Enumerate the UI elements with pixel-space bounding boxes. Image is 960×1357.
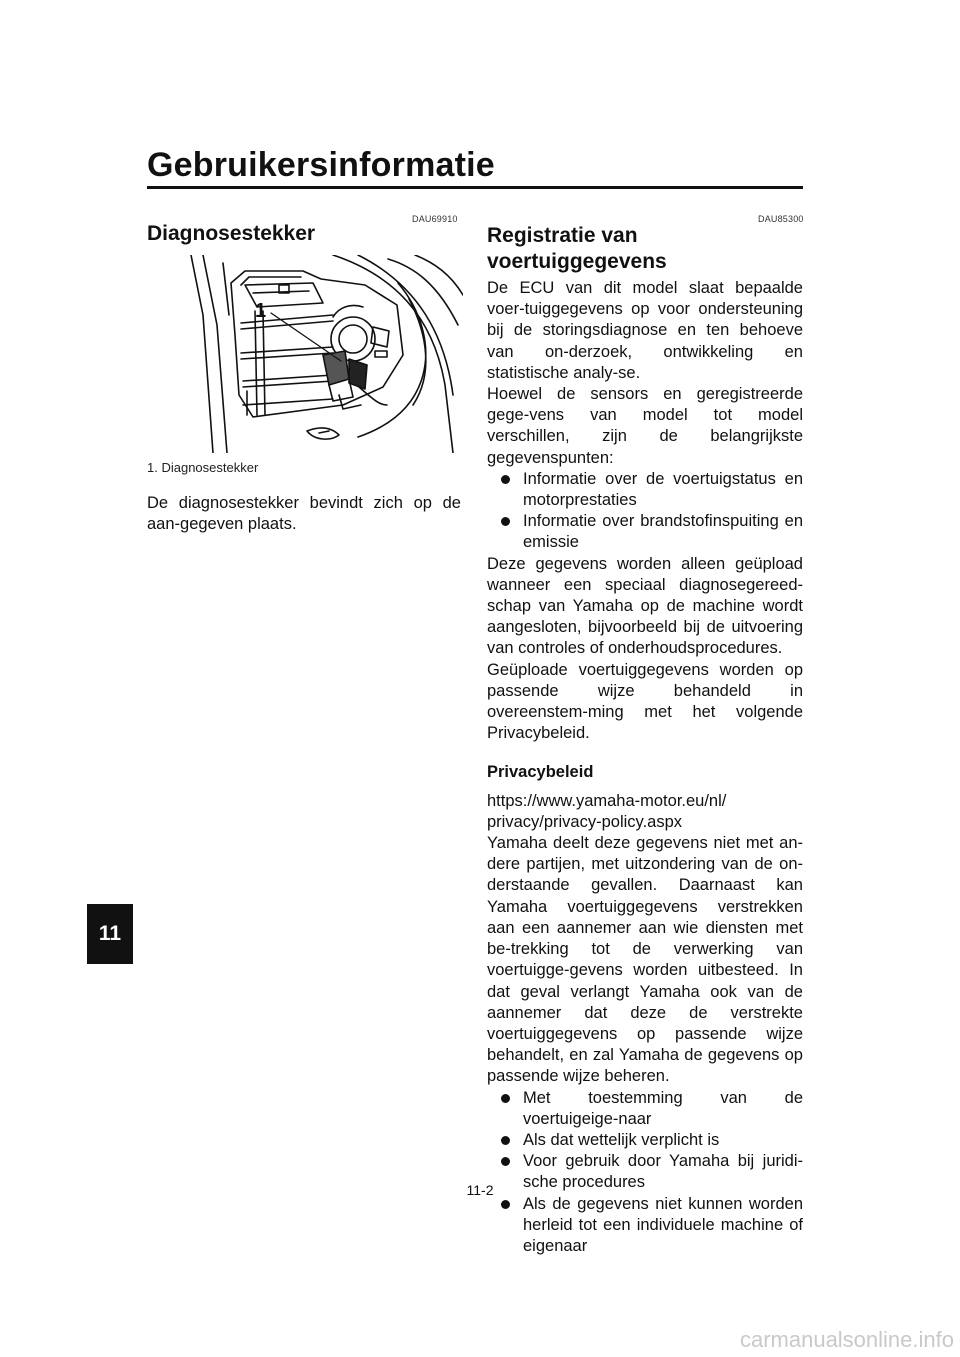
bullet-item: Met toestemming van de voertuigeige-naar [487, 1088, 803, 1130]
heading-registratie-line1: Registratie van [487, 224, 638, 247]
bullet-item: Informatie over de voertuigstatus en motorprestaties [487, 469, 803, 511]
diagnostic-connector-illustration [183, 255, 463, 453]
diagnosestekker-body: De diagnosestekker bevindt zich op de aan-gegeven plaats. [147, 494, 461, 534]
privacy-url-line2: privacy/privacy-policy.aspx [487, 812, 683, 831]
figure-caption: 1. Diagnosestekker [147, 460, 259, 475]
bullet-icon [501, 517, 510, 526]
chapter-tab: 11 [87, 904, 133, 964]
heading-registratie-line2: voertuiggegevens [487, 250, 667, 273]
page-title: Gebruikersinformatie [147, 146, 495, 184]
heading-diagnosestekker: Diagnosestekker [147, 222, 316, 245]
bullet-item: Als dat wettelijk verplicht is [487, 1130, 803, 1151]
paragraph-upload: Deze gegevens worden alleen geüpload wanneer een speciaal diagnosegereed-schap van Yamaha op de machine wordt aangesloten, bijvoorbeeld bij de uitvoering van controles of onderhoudsprocedures. [487, 554, 803, 658]
paragraph-sharing: Yamaha deelt deze gegevens niet met an-dere partijen, met uitzondering van de on-derstaande gevallen. Daarnaast kan Yamaha voertuiggegevens verstrekken aan een aannemer aan wie diensten met be-trekking tot de verwerking van voertuigge-gevens worden uitbesteed. In dat geval verlangt Yamaha ook van de aannemer dat deze de verstrekte voertuiggegevens op passende wijze behandelt, en zal Yamaha de gegevens op passende wijze beheren. [487, 834, 803, 1086]
paragraph-privacy-ref: Geüploade voertuiggegevens worden op passende wijze behandeld in overeenstem-ming met het volgende Privacybeleid. [487, 660, 803, 743]
section-code-registratie: DAU85300 [758, 214, 804, 224]
bullet-item: Voor gebruik door Yamaha bij juridi-sche procedures [487, 1151, 803, 1193]
heading-registratie [487, 223, 667, 275]
bullet-icon [501, 1200, 510, 1209]
paragraph-ecu: De ECU van dit model slaat bepaalde voer-tuiggegevens op voor ondersteuning bij de storingsdiagnose en ten behoeve van on-derzoek, ontwikkeling en statistische analy-se. [487, 279, 803, 382]
paragraph-sensors: Hoewel de sensors en geregistreerde gege-vens van model tot model verschillen, zijn de belangrijkste gegevenspunten: [487, 385, 803, 467]
bullet-icon [501, 475, 510, 484]
header-rule [147, 186, 803, 189]
registratie-body [487, 278, 803, 1257]
bullet-item: Informatie over brandstofinspuiting en emissie [487, 511, 803, 553]
privacy-url-line1: https://www.yamaha-motor.eu/nl/ [487, 791, 727, 810]
section-code-diagnosestekker: DAU69910 [412, 214, 458, 224]
bullet-icon [501, 1136, 510, 1145]
bullet-item: Als de gegevens niet kunnen worden herleid tot een individuele machine of eigenaar [487, 1194, 803, 1258]
figure-callout-number: 1 [255, 300, 267, 322]
subheading-privacybeleid: Privacybeleid [487, 763, 594, 782]
bullet-icon [501, 1094, 510, 1103]
bullet-icon [501, 1157, 510, 1166]
watermark: carmanualsonline.info [739, 1327, 954, 1352]
page-number: 11-2 [466, 1182, 494, 1198]
